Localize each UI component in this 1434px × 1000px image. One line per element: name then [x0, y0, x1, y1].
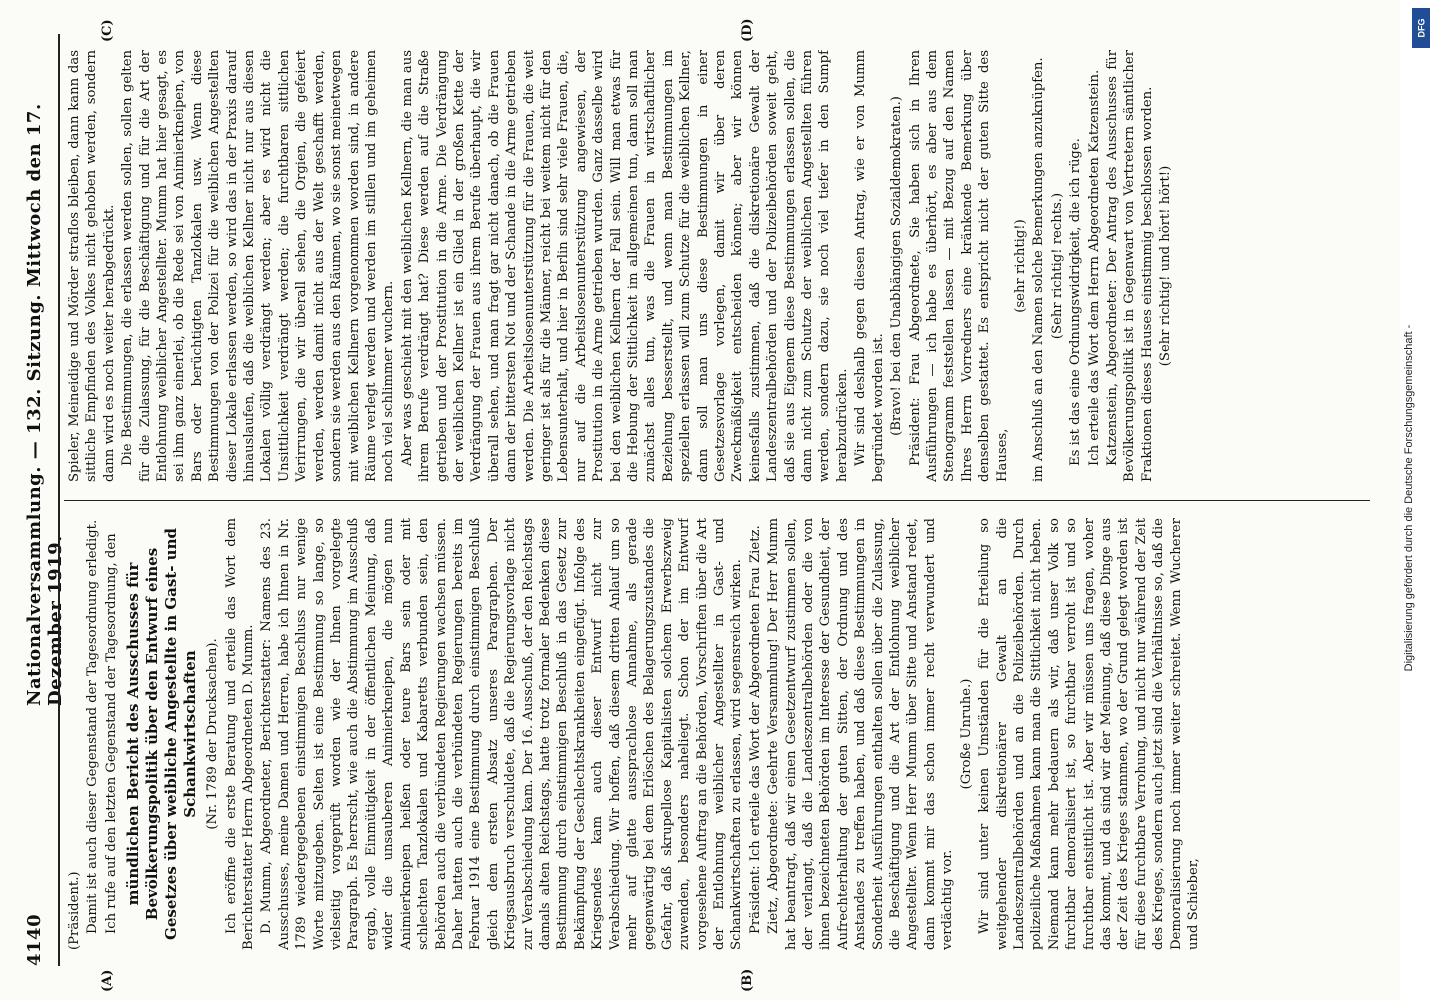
interjection: (Sehr richtig! und hört! hört!): [1158, 165, 1174, 367]
speech-mumm: D. Mumm, Abgeordneter, Berichterstatter: Namens des 23. Ausschusses, meine Damen und Herren, habe ich Ihnen in Nr. 1789 wiedergegebenen einstimmigen Beschluss nur wenige Worte mitzugeben. Selten ist eine Bestimmung so lange, so vielseitig vorgeprüft worden wie der Ihnen vorgelegte Paragraph. Es herrscht, wie auch die Abstimmung im Ausschuß ergab, volle Einmütigkeit in der öffentlichen Meinung, daß wider die unsauberen Animierkneipen, die mögen nun Animierkneipen heißen oder teure Bars sein oder mit schlechten Tanzlokalen und Kabaretts verbunden sein, den Behörden auch die verbündeten Regierungen wachsen müssen. Daher hatten auch die verbündeten Regierungen bereits im Februar 1914 eine Bestimmung durch einstimmigen Beschluß gleich dem ersten Absatz unseres Paragraphen. Der Kriegsausbruch verschuldete, daß die Regierungsvorlage nicht zur Verabschiedung kam. Der 16. Ausschuß, der den Reichstags damals alten Reichstags, hatte trotz formaler Bedenken diese Bestimmung durch einstimmigen Beschluß in das Gesetz zur Bekämpfung der Geschlechtskrankheiten eingefügt. Infolge des Kriegsendes kam auch dieser Entwurf nicht zur Verabschiedung. Wir hoffen, daß diesem dritten Anlauf um so mehr auf glatte aussprachlose Annahme, als gerade gegenwärtig bei dem Erlöschen des Belagerungszustandes die Gefahr, daß skrupellose Kapitalisten solchem Erwerbszweig zuwenden, besonders naheliegt. Schon der im Entwurf vorgesehene Auftrag an die Behörden, Vorschriften über die Art der Entlohnung weiblicher Angestellter in Gast- und Schankwirtschaften zu erlassen, wird segensreich wirken.: [259, 518, 745, 950]
margin-mark-d: (D): [740, 18, 755, 42]
paragraph: Ich erteile das Wort dem Herrn Abgeordneten Katzenstein.: [1086, 69, 1102, 466]
paragraph: Es ist das eine Ordnungswidrigkeit, die ich rüge.: [1068, 138, 1084, 466]
paragraph: Ich rufe auf den letzten Gegenstand der Tagesordnung, den: [103, 533, 119, 934]
paragraph: Aber was geschieht mit den weiblichen Kellnern, die man aus ihrem Berufe verdrängt hat? Diese werden auf die Straße getrieben und der Prostitution in die Arme. Die Verdrängung der weiblichen Kellner ist ein Glied in der großen Kette der Verdrängung der Frauen aus ihrem Berufe überhaupt, die wir überall sehen, und man fragt gar nicht danach, ob die Frauen dann der bittersten Not und der Schande in die Arme getrieben werden. Die Arbeitslosenunterstützung für die Frauen, die weit geringer ist als für die Männer, reicht bei weitem nicht für den Lebensunterhalt, und hier in Berlin sind sehr viele Frauen, die, nur auf die Arbeitslosenunterstützung angewiesen, der Prostitution in die Arme getrieben wurden. Ganz dasselbe wird bei den weiblichen Kellnern der Fall sein. Will man etwas für die Hebung der Sittlichkeit im allgemeinen tun, dann soll man zunächst alles tun, was die Frauen in wirtschaftlicher Beziehung besserstellt, und wenn man Bestimmungen im speziellen erlassen will zum Schutze für die weiblichen Kellner, dann soll man uns diese Bestimmungen in einer Gesetzesvorlage vorlegen, damit wir über deren Zweckmäßigkeit entscheiden können; aber wir können keinesfalls zustimmen, daß die diskretionäre Gewalt der Landeszentralbehörden und der Polizeibehörden soweit geht, daß sie aus Eigenem diese Bestimmungen erlassen sollen, die dann nicht zum Schutze der weiblichen Angestellten führen werden, sondern dazu, sie noch viel tiefer in den Sumpf herabzudrücken.: [399, 50, 850, 482]
paragraph: Präsident: Ich erteile das Wort der Abgeordneten Frau Zietz.: [747, 525, 763, 934]
paragraph: im Anschluß an den Namen solche Bemerkungen anzuknüpfen.: [1031, 57, 1047, 482]
running-title: Nationalversammlung. — 132. Sitzung. Mittwoch den 17. Dezember 1919.: [24, 103, 66, 706]
interjection: (Große Unruhe.): [958, 678, 974, 790]
speech-zietz: Zietz, Abgeordnete: Geehrte Versammlung! Der Herr Mumm hat beantragt, daß wir einen Gesetzentwurf zustimmen sollen, der verlangt, daß die Landeszentralbehörden oder die von ihnen bezeichneten Behörden im Interesse der Gesundheit, der Aufrechterhaltung der guten Sitten, der Ordnung und des Anstandes zu treffen haben, und daß diese Bestimmungen in Sonderheit Ausführungen enthalten sollen über die Zulassung, die Beschäftigung und die Art der Entlohnung weiblicher Angestellter. Wenn Herr Mumm über Sitte und Anstand redet, dann kommt mir das schon immer recht verwundert und verdächtig vor.: [766, 518, 956, 950]
right-column: [66, 50, 1370, 482]
header-rule: [58, 34, 60, 966]
margin-mark-b: (B): [740, 968, 755, 992]
interjection: (sehr richtig!): [1012, 219, 1028, 313]
heading-note: (Nr. 1789 der Drucksachen).: [205, 638, 221, 830]
margin-mark-a: (A): [100, 969, 115, 992]
agenda-heading: mündlichen Bericht des Ausschusses für Bevölkerungspolitik über den Entwurf eines Gesetzes über weibliche Angestellte in Gast- und Schankwirtschaften: [124, 528, 200, 940]
dfg-logo-text: DFG: [1416, 18, 1426, 38]
speech-president: Präsident: Frau Abgeordnete, Sie haben sich in Ihren Ausführungen — ich habe es überhört, es aber aus dem Stenogramm feststellen lassen — mit Bezug auf den Namen Ihres Herrn Vorredners eine kränkende Bemerkung über denselben gestattet. Es entspricht nicht der guten Sitte des Hauses,: [907, 50, 1010, 482]
speech-katzenstein: Katzenstein, Abgeordneter: Der Antrag des Ausschusses für Bevölkerungspolitik ist in Gegenwart von Vertretern sämtlicher Fraktionen dieses Hauses einstimmig beschlossen worden.: [1104, 50, 1155, 482]
paragraph: Wir sind unter keinen Umständen für die Erteilung so weitgehender diskretionärer Gewalt an die Landeszentralbehörden und an die Polizeibehörden. Durch polizeiliche Maßnahmen kann man die Sittlichkeit nicht heben. Niemand kann mehr bedauern als wir, daß unser Volk so furchtbar demoralisiert ist, so furchtbar verroht ist und so furchtbar entsittlicht ist. Aber wir müssen uns fragen, woher das kommt, und da sind wir der Meinung, daß diese Dinge aus der Zeit des Krieges stammen, wo der Grund gelegt worden ist für diese furchtbare Verrohung, und nicht nur während der Zeit des Krieges, sondern auch jetzt sind die Verhältnisse so, daß die Demoralisierung noch immer weiter schreitet. Wenn Wucherer und Schieber,: [977, 518, 1201, 950]
interjection: (Bravo! bei den Unabhängigen Sozialdemokraten.): [889, 96, 905, 436]
credit-text: Digitalisierung gefördert durch die Deutsche Forschungsgemeinschaft -: [1403, 324, 1415, 672]
paragraph: Wir sind deshalb gegen diesen Antrag, wie er von Mumm begründet worden ist.: [853, 50, 886, 482]
page-header: [24, 34, 66, 966]
digitization-credit: [1398, 8, 1428, 998]
speaker-tag: (Präsident.): [67, 871, 82, 950]
dfg-logo: [1412, 8, 1430, 48]
paragraph: Die Bestimmungen, die erlassen werden sollen, sollen gelten für die Zulassung, für die Beschäftigung und für die Art der Entlohnung weiblicher Angestellter. Mumm hat hier gesagt, es sei ihm ganz einerlei, ob die Rede sei von Animierkneipen, von Bars oder berüchtigten Tanzlokalen usw. Wenn diese Bestimmungen von der Polizei für die weiblichen Angestellten dieser Lokale erlassen werden, so wird das in der Praxis darauf hinauslaufen, daß die weiblichen Kellner nicht nur aus diesen Lokalen völlig verdrängt werden; aber es wird nicht die Unsittlichkeit verdrängt werden; die furchtbaren sittlichen Verirrungen, die wir überall sehen, die Orgien, die gefeiert werden, werden damit nicht aus der Welt geschafft werden, sondern sie werden aus den Räumen, wo sie sonst meinetwegen mit weiblichen Kellnern vorgenommen worden sind, in andere Räume verlegt werden und werden im stillen und im geheimen noch viel schlimmer wuchern.: [120, 50, 397, 482]
paragraph: Spieler, Meineidige und Mörder straflos bleiben, dann kann das sittliche Empfinden des Volkes nicht gehoben werden, sondern dann wird es noch weiter herabgedrückt.: [67, 50, 117, 482]
column-divider: [64, 500, 1370, 501]
margin-mark-c: (C): [100, 19, 115, 42]
paragraph: Ich eröffne die erste Beratung und erteile das Wort dem Berichterstatter Herrn Abgeordneten D. Mumm.: [223, 518, 257, 950]
page-number: 4140: [24, 913, 45, 966]
paragraph: Damit ist auch dieser Gegenstand der Tagesordnung erledigt.: [85, 519, 101, 934]
left-column: [66, 518, 1370, 950]
interjection: (Sehr richtig! rechts.): [1049, 192, 1065, 340]
